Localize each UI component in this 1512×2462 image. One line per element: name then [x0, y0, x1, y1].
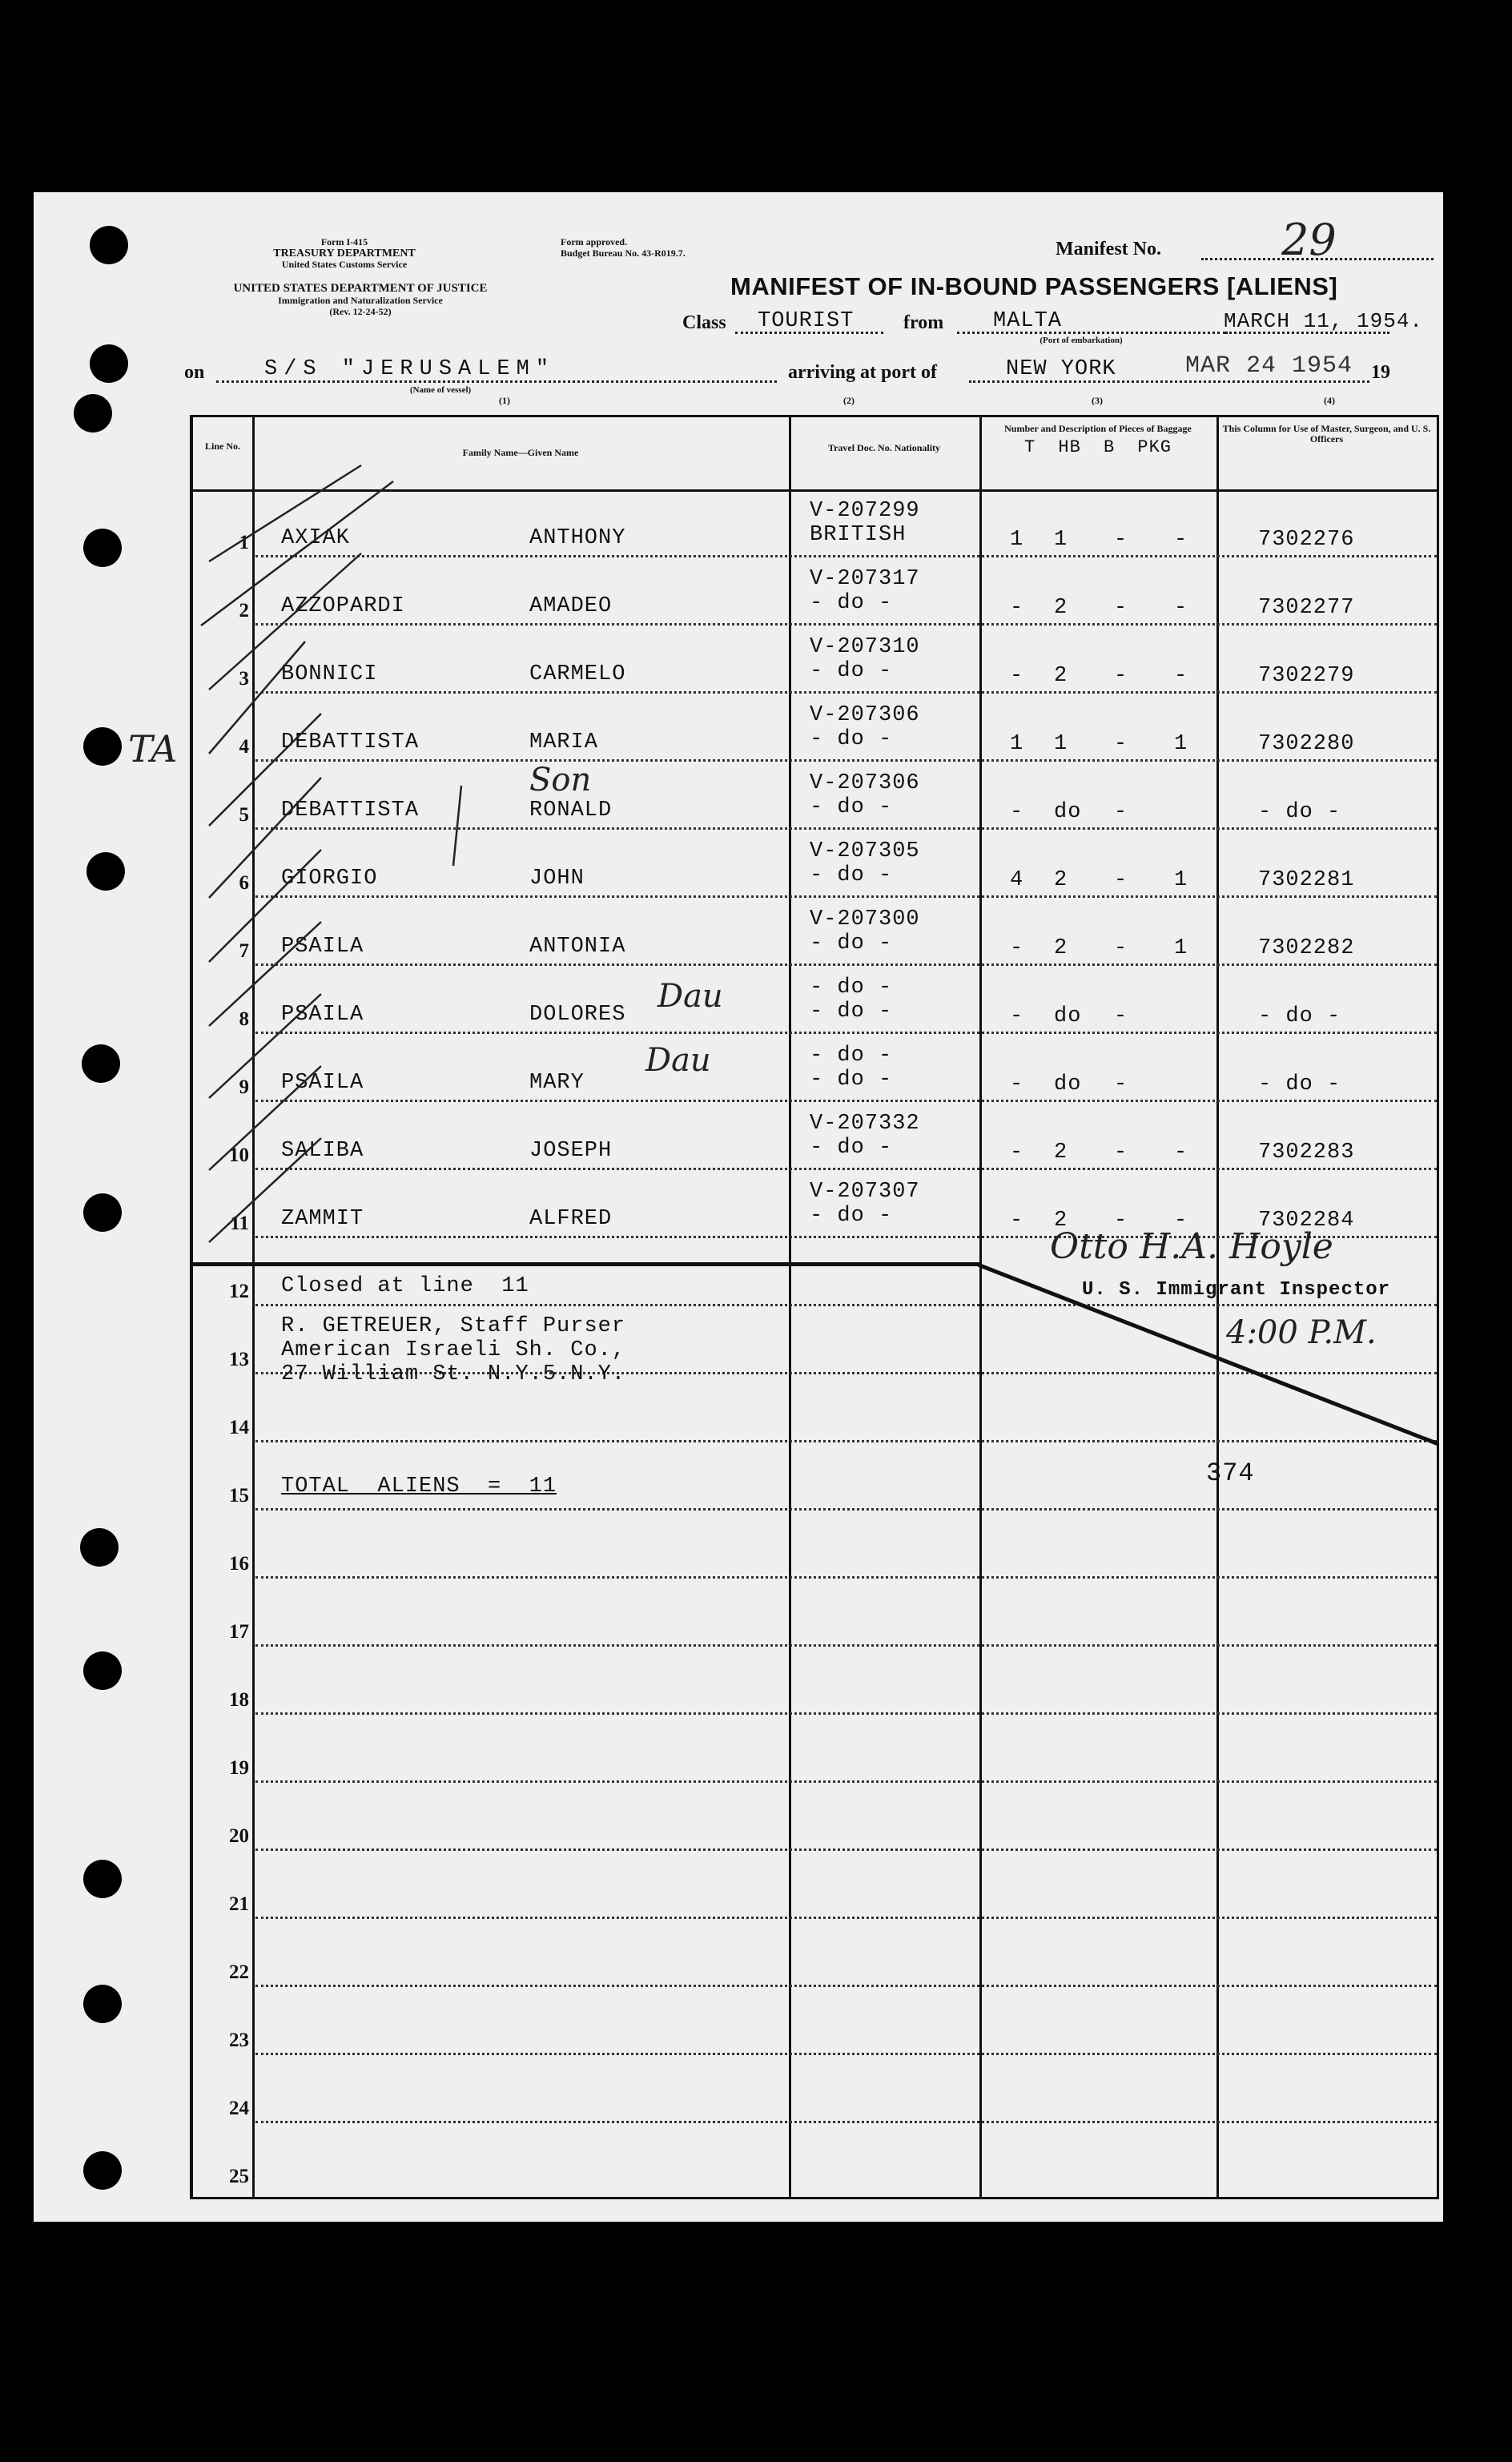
baggage-pkg: 1: [1174, 868, 1188, 892]
baggage-t: -: [1010, 1004, 1024, 1028]
punch-hole: [74, 394, 112, 432]
line-number: 12: [229, 1281, 249, 1302]
nationality: - do -: [810, 1204, 893, 1228]
table-row: [193, 1987, 1437, 2055]
baggage-b: -: [1114, 1072, 1128, 1096]
line-number: 25: [229, 2166, 249, 2187]
table-row: [193, 1715, 1437, 1783]
col-number: (3): [1092, 395, 1103, 406]
travel-doc-no: V-207299: [810, 499, 920, 523]
punch-hole: [86, 852, 125, 891]
nationality: - do -: [810, 659, 893, 683]
travel-doc-no: V-207332: [810, 1112, 920, 1136]
baggage-hb: 2: [1054, 596, 1068, 620]
officer-use: 7302279: [1258, 664, 1355, 688]
given-name: RONALD: [529, 799, 613, 823]
annotation-dau: Dau: [657, 978, 723, 1015]
family-name: GIORGIO: [281, 867, 378, 891]
family-name: AXIAK: [281, 526, 351, 550]
baggage-pkg: -: [1174, 1209, 1188, 1233]
company-name: American Israeli Sh. Co.,: [281, 1338, 626, 1362]
officer-use: - do -: [1258, 800, 1341, 824]
punch-hole: [90, 344, 128, 383]
nationality: - do -: [810, 931, 893, 955]
family-name: ZAMMIT: [281, 1207, 364, 1231]
punch-hole: [82, 1044, 120, 1083]
family-name: AZZOPARDI: [281, 594, 405, 618]
travel-doc-no: - do -: [810, 1044, 893, 1068]
passenger-table: [190, 415, 1439, 2199]
nationality: - do -: [810, 727, 893, 751]
line-number: 21: [229, 1893, 249, 1915]
line-number: 7: [239, 940, 249, 962]
baggage-t: -: [1010, 664, 1024, 688]
table-row: [193, 1851, 1437, 1919]
justice-dept: UNITED STATES DEPARTMENT OF JUSTICE: [233, 282, 488, 295]
given-name: ANTHONY: [529, 526, 626, 550]
given-name: ALFRED: [529, 1207, 613, 1231]
from-label: from: [903, 312, 944, 333]
officer-use: 7302283: [1258, 1140, 1355, 1165]
baggage-b: -: [1114, 1140, 1128, 1165]
given-name: MARY: [529, 1071, 585, 1095]
travel-doc-no: V-207306: [810, 771, 920, 795]
baggage-hb: 2: [1054, 868, 1068, 892]
table-row: [193, 2123, 1437, 2191]
rev-date: (Rev. 12-24-52): [329, 306, 392, 317]
baggage-b: -: [1114, 596, 1128, 620]
class-label: Class: [682, 312, 726, 333]
baggage-hb: 1: [1054, 732, 1068, 756]
family-name: PSAILA: [281, 1003, 364, 1027]
punch-hole: [83, 2151, 122, 2190]
port-embarkation-label: (Port of embarkation): [1040, 336, 1123, 345]
given-name: MARIA: [529, 730, 599, 754]
manifest-no-label: Manifest No.: [1056, 239, 1161, 259]
travel-doc-no: V-207310: [810, 635, 920, 659]
baggage-pkg: -: [1174, 664, 1188, 688]
arrival-port: NEW YORK: [1006, 357, 1116, 381]
nationality: - do -: [810, 1136, 893, 1160]
table-row: [193, 1647, 1437, 1715]
header-travel-doc: Travel Doc. No. Nationality: [827, 442, 941, 453]
table-row: [193, 2055, 1437, 2123]
officer-use: 7302281: [1258, 868, 1355, 892]
baggage-pkg: -: [1174, 596, 1188, 620]
table-row: [193, 1783, 1437, 1851]
line-number: 24: [229, 2098, 249, 2119]
given-name: JOHN: [529, 867, 585, 891]
line-number: 17: [229, 1621, 249, 1643]
line-number: 2: [239, 600, 249, 622]
baggage-b: -: [1114, 936, 1128, 960]
total-aliens: TOTAL ALIENS = 11: [281, 1474, 557, 1499]
travel-doc-no: V-207306: [810, 703, 920, 727]
nationality: - do -: [810, 1068, 893, 1092]
family-name: PSAILA: [281, 935, 364, 959]
line-number: 10: [229, 1145, 249, 1166]
table-row: [193, 1511, 1437, 1579]
departure-date: MARCH 11, 1954.: [1224, 309, 1424, 333]
family-name: SALIBA: [281, 1139, 364, 1163]
baggage-t: -: [1010, 1140, 1024, 1165]
annotation-son: Son: [529, 762, 592, 799]
baggage-pkg: 1: [1174, 732, 1188, 756]
closed-at-line: Closed at line 11: [281, 1274, 529, 1298]
stamp-number: 374: [1206, 1458, 1255, 1488]
year-suffix: 19: [1371, 362, 1390, 383]
page-title: MANIFEST OF IN-BOUND PASSENGERS [ALIENS]: [730, 272, 1338, 300]
baggage-t: -: [1010, 596, 1024, 620]
officer-use: - do -: [1258, 1004, 1341, 1028]
baggage-t: 4: [1010, 868, 1024, 892]
baggage-t: -: [1010, 800, 1024, 824]
given-name: CARMELO: [529, 662, 626, 686]
baggage-b: -: [1114, 1209, 1128, 1233]
baggage-hb: do: [1054, 1072, 1082, 1096]
baggage-hb: 2: [1054, 936, 1068, 960]
officer-use: 7302280: [1258, 732, 1355, 756]
travel-doc-no: - do -: [810, 976, 893, 1000]
treasury-dept: TREASURY DEPARTMENT: [273, 247, 416, 259]
inspector-signature: Otto H.A. Hoyle: [1050, 1226, 1333, 1267]
nationality: - do -: [810, 795, 893, 819]
nationality: - do -: [810, 591, 893, 615]
family-name: BONNICI: [281, 662, 378, 686]
check-marks: [193, 449, 497, 1258]
ins-service: Immigration and Naturalization Service: [278, 295, 443, 306]
line-number: 1: [239, 532, 249, 553]
manifest-number: 29: [1281, 215, 1337, 265]
baggage-pkg: -: [1174, 1140, 1188, 1165]
table-row: [193, 1919, 1437, 1987]
line-number: 4: [239, 736, 249, 758]
family-name: DEBATTISTA: [281, 730, 420, 754]
header-baggage-cols: T HB B PKG: [1023, 437, 1172, 457]
line-number: 6: [239, 872, 249, 894]
on-label: on: [184, 362, 205, 383]
line-number: 20: [229, 1825, 249, 1847]
baggage-t: -: [1010, 1209, 1024, 1233]
baggage-t: 1: [1010, 732, 1024, 756]
annotation-dau: Dau: [645, 1042, 711, 1079]
line-number: 22: [229, 1961, 249, 1983]
vessel-label: (Name of vessel): [409, 385, 472, 395]
arriving-label: arriving at port of: [788, 362, 937, 383]
vessel-name: S/S "JERUSALEM": [264, 357, 556, 381]
customs-service: United States Customs Service: [281, 259, 408, 270]
punch-hole: [90, 226, 128, 264]
family-name: DEBATTISTA: [281, 799, 420, 823]
travel-doc-no: V-207317: [810, 567, 920, 591]
nationality: - do -: [810, 1000, 893, 1024]
arrival-date-stamp: MAR 24 1954: [1185, 352, 1353, 380]
punch-hole: [80, 1528, 119, 1567]
baggage-b: -: [1114, 528, 1128, 552]
col-number: (2): [843, 395, 855, 406]
baggage-pkg: -: [1174, 528, 1188, 552]
header-officers: This Column for Use of Master, Surgeon, and U. S. Officers: [1222, 423, 1431, 445]
baggage-b: -: [1114, 800, 1128, 824]
given-name: DOLORES: [529, 1003, 626, 1027]
family-name: PSAILA: [281, 1071, 364, 1095]
line-number: 16: [229, 1553, 249, 1575]
line-number: 13: [229, 1349, 249, 1370]
punch-hole: [83, 529, 122, 567]
col-number: (1): [499, 395, 510, 406]
class-value: TOURIST: [758, 309, 855, 333]
margin-annotation: TA: [128, 727, 178, 770]
given-name: JOSEPH: [529, 1139, 613, 1163]
baggage-b: -: [1114, 664, 1128, 688]
baggage-hb: 2: [1054, 664, 1068, 688]
travel-doc-no: V-207305: [810, 839, 920, 863]
given-name: ANTONIA: [529, 935, 626, 959]
line-number: 9: [239, 1076, 249, 1098]
purser-name: R. GETREUER, Staff Purser: [281, 1314, 626, 1338]
header-name: Family Name—Given Name: [462, 447, 579, 458]
officer-use: 7302284: [1258, 1209, 1355, 1233]
company-address: 27 William St. N.Y.5.N.Y.: [281, 1362, 626, 1386]
baggage-b: -: [1114, 732, 1128, 756]
line-number: 15: [229, 1485, 249, 1507]
baggage-b: -: [1114, 1004, 1128, 1028]
punch-hole: [83, 1193, 122, 1232]
inspection-time: 4:00 P.M.: [1226, 1314, 1377, 1351]
line-number: 8: [239, 1008, 249, 1030]
baggage-pkg: 1: [1174, 936, 1188, 960]
officer-use: 7302282: [1258, 936, 1355, 960]
officer-use: 7302277: [1258, 596, 1355, 620]
line-number: 5: [239, 804, 249, 826]
baggage-hb: do: [1054, 1004, 1082, 1028]
baggage-hb: 1: [1054, 528, 1068, 552]
from-value: MALTA: [993, 309, 1063, 333]
table-row: [193, 1579, 1437, 1647]
line-number: 18: [229, 1689, 249, 1711]
baggage-hb: do: [1054, 800, 1082, 824]
punch-hole: [83, 1860, 122, 1898]
baggage-t: 1: [1010, 528, 1024, 552]
punch-hole: [83, 1651, 122, 1690]
baggage-hb: 2: [1054, 1209, 1068, 1233]
budget-bureau: Budget Bureau No. 43-R019.7.: [561, 247, 686, 259]
baggage-b: -: [1114, 868, 1128, 892]
inspector-label: U. S. Immigrant Inspector: [1082, 1279, 1391, 1301]
line-number: 3: [239, 668, 249, 690]
officer-use: 7302276: [1258, 528, 1355, 552]
form-approved: Form approved.: [561, 236, 628, 247]
col-number: (4): [1324, 395, 1335, 406]
officer-use: - do -: [1258, 1072, 1341, 1096]
baggage-hb: 2: [1054, 1140, 1068, 1165]
form-number: Form I-415: [320, 236, 368, 247]
header-line-no: Line No.: [204, 441, 240, 452]
header-baggage: Number and Description of Pieces of Baggage: [1004, 423, 1192, 434]
punch-hole: [83, 727, 122, 766]
baggage-t: -: [1010, 936, 1024, 960]
line-number: 23: [229, 2030, 249, 2051]
punch-hole: [83, 1985, 122, 2023]
travel-doc-no: V-207300: [810, 907, 920, 931]
given-name: AMADEO: [529, 594, 613, 618]
line-number: 19: [229, 1757, 249, 1779]
baggage-t: -: [1010, 1072, 1024, 1096]
nationality: BRITISH: [810, 523, 907, 547]
line-number: 11: [230, 1213, 249, 1234]
line-number: 14: [229, 1417, 249, 1438]
travel-doc-no: V-207307: [810, 1180, 920, 1204]
nationality: - do -: [810, 863, 893, 887]
